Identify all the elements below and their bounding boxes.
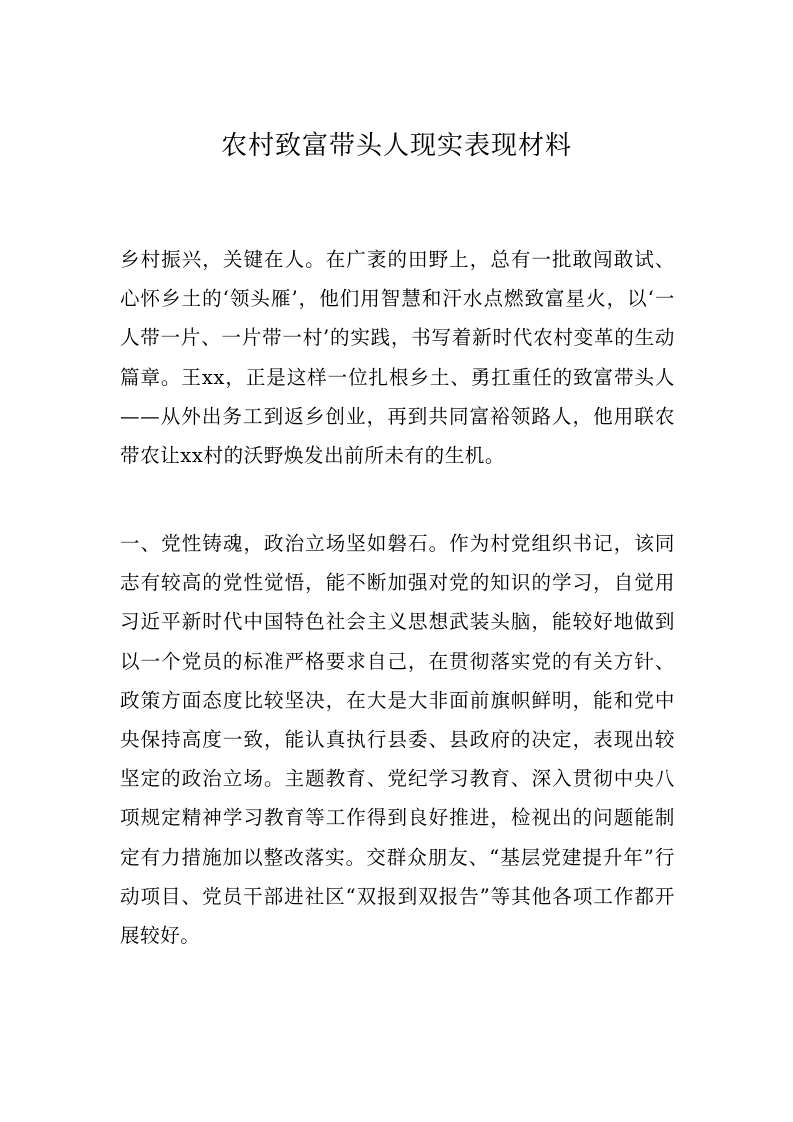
section-one-paragraph: 一、党性铸魂，政治立场坚如磐石。作为村党组织书记，该同志有较高的党性觉悟，能不断加强对党的知识的学习，自觉用习近平新时代中国特色社会主义思想武装头脑，能较好地做到以一个党员的标准严格要求自己，在贯彻落实党的有关方针、政策方面态度比较坚决，在大是大非面前旗帜鲜明，能和党中央保持高度一致，能认真执行县委、县政府的决定，表现出较坚定的政治立场。主题教育、党纪学习教育、深入贯彻中央八项规定精神学习教育等工作得到良好推进，检视出的问题能制定有力措施加以整改落实。交群众朋友、“基层党建提升年”行动项目、党员干部进社区“双报到双报告”等其他各项工作都开展较好。 [120,532,675,948]
intro-paragraph: 乡村振兴，关键在人。在广袤的田野上，总有一批敢闯敢试、心怀乡土的‘领头雁’，他们用智慧和汗水点燃致富星火，以‘一人带一片、一片带一村’的实践，书写着新时代农村变革的生动篇章。王xx，正是这样一位扎根乡土、勇扛重任的致富带头人——从外出务工到返乡创业，再到共同富裕领路人，他用联农带农让xx村的沃野焕发出前所未有的生机。 [120,248,675,468]
document-title: 农村致富带头人现实表现材料 [220,131,572,161]
